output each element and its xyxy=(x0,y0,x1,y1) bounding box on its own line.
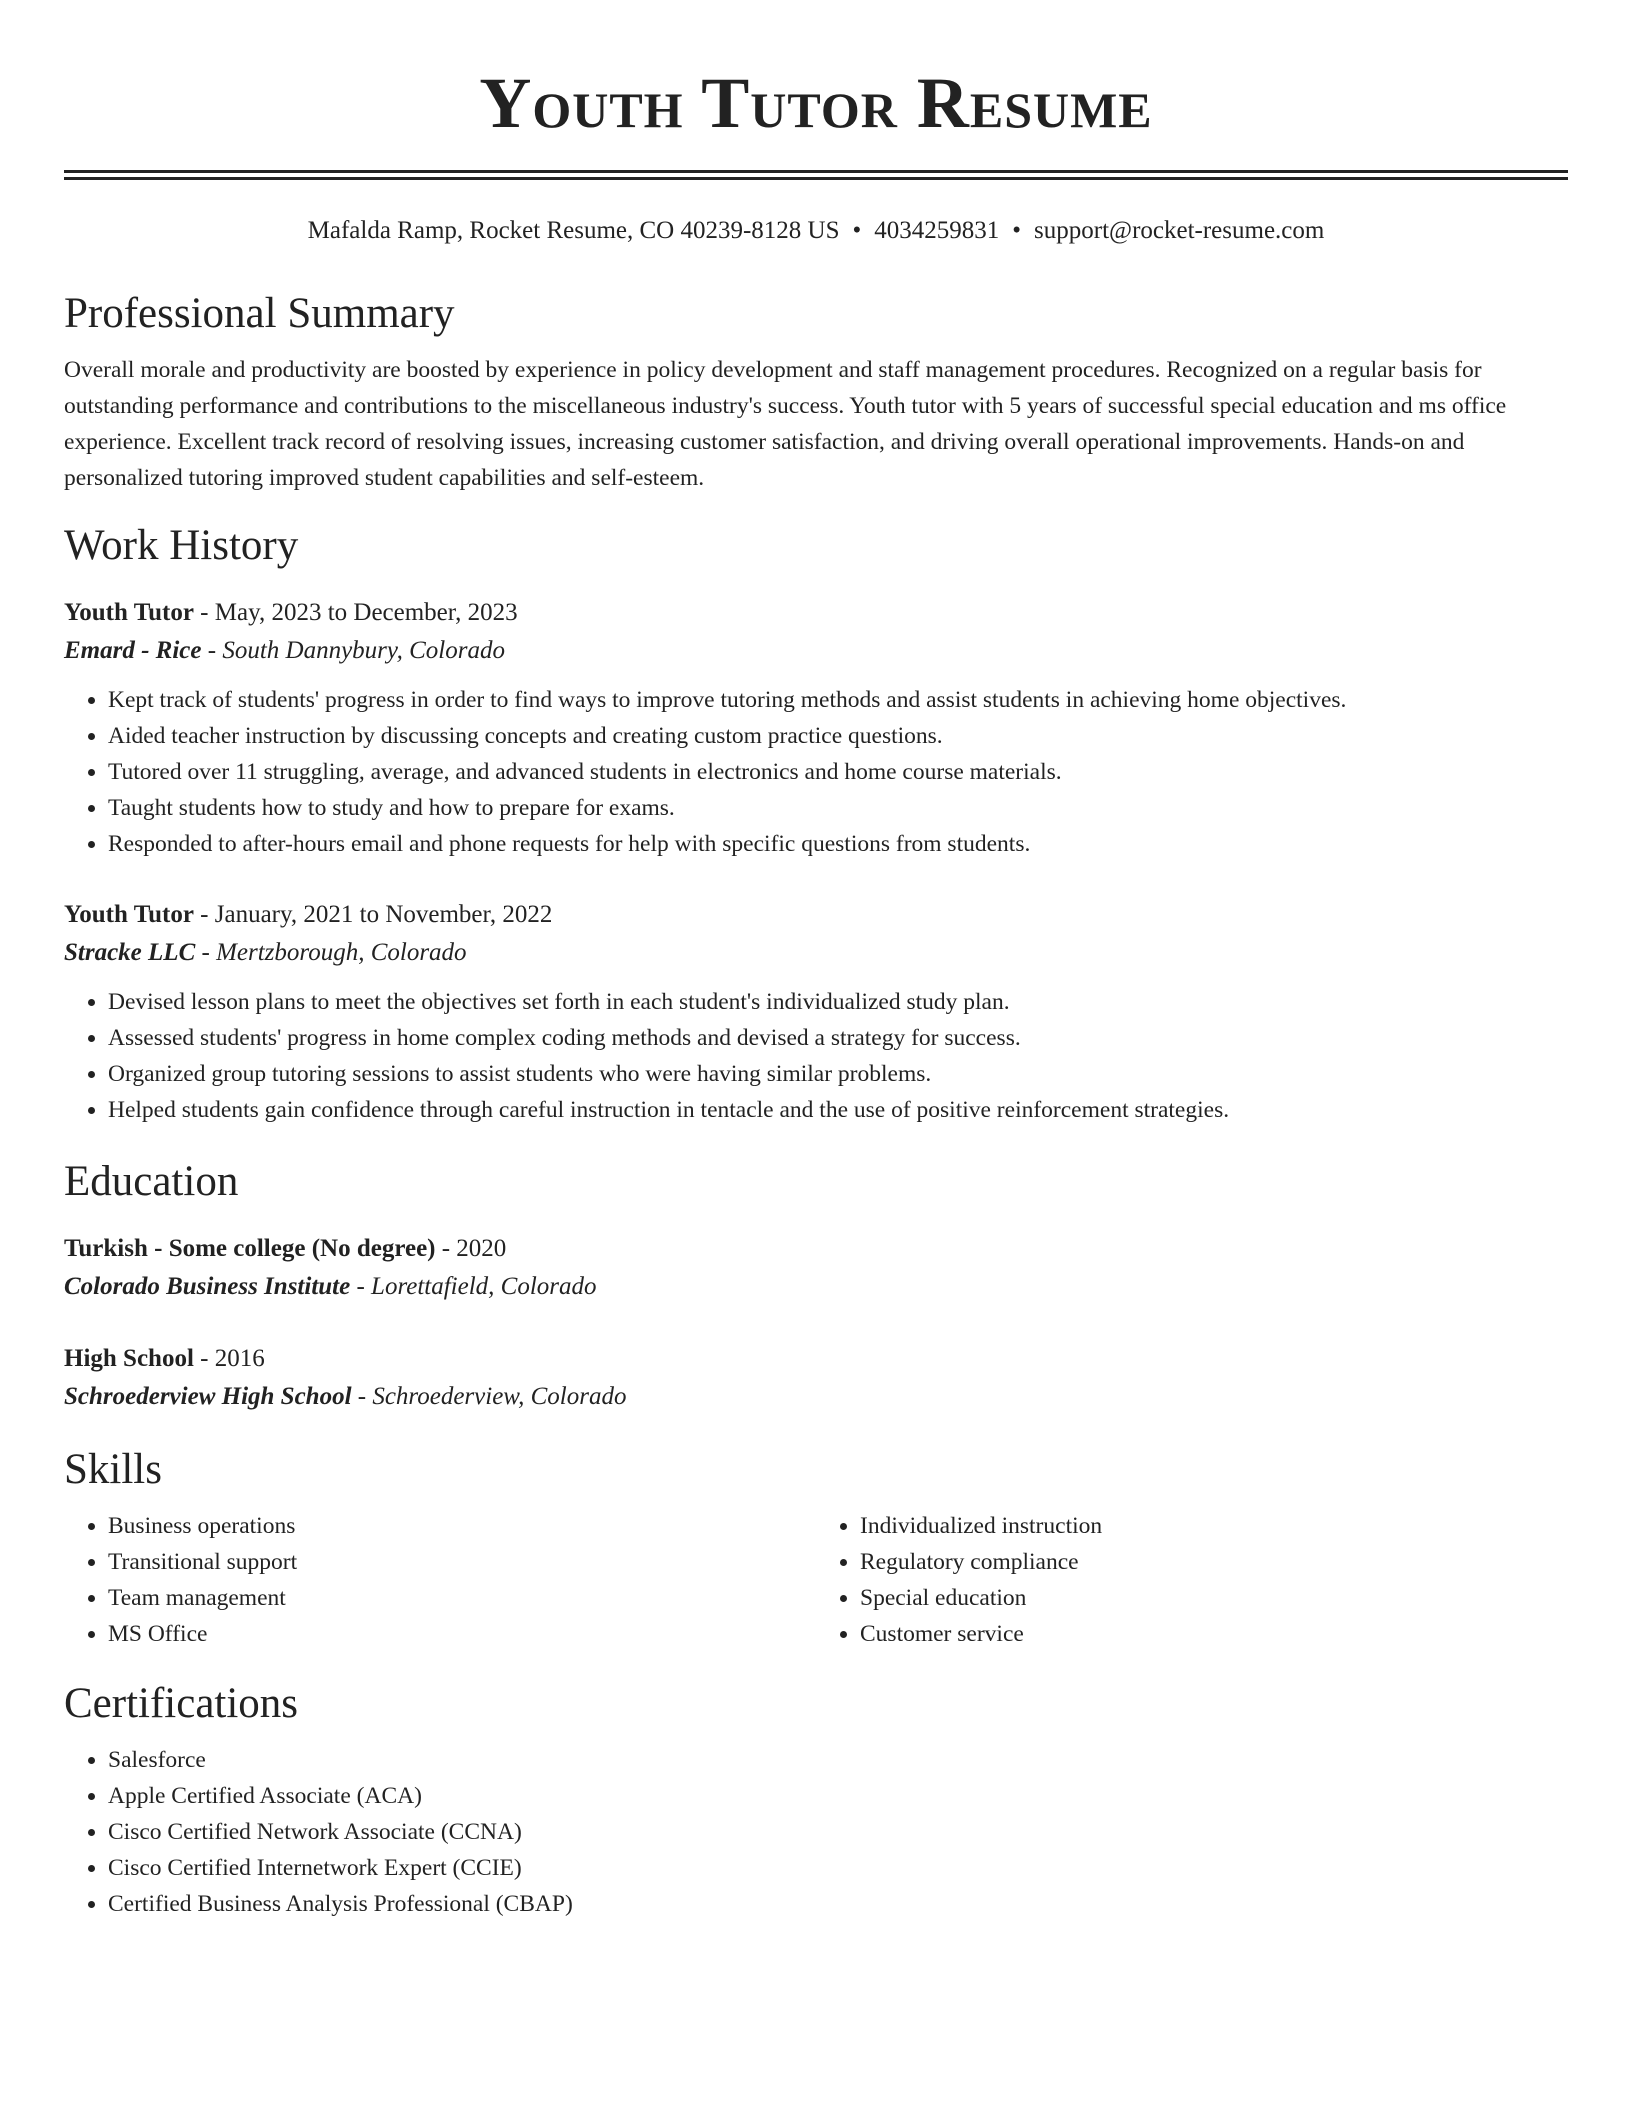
list-item: • Apple Certified Associate (ACA) xyxy=(108,1778,1568,1814)
list-item: • Transitional support xyxy=(108,1544,816,1580)
education-entry xyxy=(64,1340,1568,1416)
list-item: • Kept track of students' progress in order to find ways to improve tutoring methods and assist students in achieving home objectives. xyxy=(108,682,1568,718)
school-location: - Schroederview, Colorado xyxy=(351,1383,627,1410)
job-location: - Mertzborough, Colorado xyxy=(195,939,467,966)
summary-section xyxy=(64,288,1568,496)
job-title: Youth Tutor xyxy=(64,901,194,928)
skills-heading: Skills xyxy=(64,1446,162,1493)
title-divider xyxy=(64,170,1568,180)
school-location: - Lorettafield, Colorado xyxy=(350,1273,597,1300)
job-entry xyxy=(64,594,1568,862)
skills-list-left xyxy=(64,1508,816,1652)
job-company-line xyxy=(64,934,1568,972)
list-item: • Cisco Certified Network Associate (CCNA) xyxy=(108,1814,1568,1850)
education-section xyxy=(64,1156,1568,1416)
work-history-heading: Work History xyxy=(64,522,299,569)
contact-phone: 4034259831 xyxy=(874,217,1000,244)
list-item: • Assessed students' progress in home complex coding methods and devised a strategy for success. xyxy=(108,1020,1568,1056)
degree: Turkish - Some college (No degree) xyxy=(64,1235,436,1262)
job-location: - South Dannybury, Colorado xyxy=(201,637,505,664)
list-item: • MS Office xyxy=(108,1616,816,1652)
school-name: Colorado Business Institute xyxy=(64,1273,351,1300)
summary-heading: Professional Summary xyxy=(64,290,455,337)
job-title: Youth Tutor xyxy=(64,599,194,626)
list-item: • Individualized instruction xyxy=(860,1508,1568,1544)
list-item: • Certified Business Analysis Professional (CBAP) xyxy=(108,1886,1568,1922)
list-item: • Helped students gain confidence through careful instruction in tentacle and the use of positive reinforcement strategies. xyxy=(108,1092,1568,1128)
resume-title: Youth Tutor Resume xyxy=(479,63,1153,143)
list-item: • Team management xyxy=(108,1580,816,1616)
job-dates: - May, 2023 to December, 2023 xyxy=(193,599,518,626)
list-item: • Business operations xyxy=(108,1508,816,1544)
contact-line xyxy=(64,214,1568,248)
list-item: • Responded to after-hours email and phone requests for help with specific questions from students. xyxy=(108,826,1568,862)
list-item: • Special education xyxy=(860,1580,1568,1616)
job-company: Emard - Rice xyxy=(64,637,202,664)
job-dates: - January, 2021 to November, 2022 xyxy=(193,901,553,928)
list-item: • Customer service xyxy=(860,1616,1568,1652)
education-heading: Education xyxy=(64,1158,239,1205)
school-line xyxy=(64,1378,1568,1416)
list-item: • Organized group tutoring sessions to assist students who were having similar problems. xyxy=(108,1056,1568,1092)
certifications-list xyxy=(64,1742,1568,1922)
skills-list-right xyxy=(816,1508,1568,1652)
contact-address: Mafalda Ramp, Rocket Resume, CO 40239-8128 US xyxy=(307,217,840,244)
contact-separator: • xyxy=(852,217,862,244)
job-company: Stracke LLC xyxy=(64,939,196,966)
list-item: • Regulatory compliance xyxy=(860,1544,1568,1580)
contact-separator: • xyxy=(1012,217,1022,244)
degree-year: - 2016 xyxy=(193,1345,265,1372)
degree-line xyxy=(64,1340,1568,1378)
certifications-section xyxy=(64,1678,1568,1922)
list-item: • Taught students how to study and how to prepare for exams. xyxy=(108,790,1568,826)
list-item: • Aided teacher instruction by discussing concepts and creating custom practice questions. xyxy=(108,718,1568,754)
list-item: • Salesforce xyxy=(108,1742,1568,1778)
skills-grid xyxy=(64,1508,1568,1652)
work-history-section xyxy=(64,520,1568,1128)
list-item: • Devised lesson plans to meet the objectives set forth in each student's individualized study plan. xyxy=(108,984,1568,1020)
school-line xyxy=(64,1268,1568,1306)
job-duties-list xyxy=(64,984,1568,1128)
list-item: • Cisco Certified Internetwork Expert (CCIE) xyxy=(108,1850,1568,1886)
degree-year: - 2020 xyxy=(435,1235,507,1262)
job-title-line xyxy=(64,594,1568,632)
job-title-line xyxy=(64,896,1568,934)
education-entry xyxy=(64,1230,1568,1306)
school-name: Schroederview High School xyxy=(64,1383,352,1410)
degree: High School xyxy=(64,1345,194,1372)
certifications-heading: Certifications xyxy=(64,1680,299,1727)
skills-section xyxy=(64,1444,1568,1652)
list-item: • Tutored over 11 struggling, average, and advanced students in electronics and home course materials. xyxy=(108,754,1568,790)
summary-text: Overall morale and productivity are boosted by experience in policy development and staff management procedures. Recognized on a regular basis for outstanding performance and contributions to the miscellaneous industry's success. Youth tutor with 5 years of successful special education and ms office experience. Excellent track record of resolving issues, increasing customer satisfaction, and driving overall operational improvements. Hands-on and personalized tutoring improved student capabilities and self-esteem. xyxy=(64,357,1507,491)
job-entry xyxy=(64,896,1568,1128)
degree-line xyxy=(64,1230,1568,1268)
job-company-line xyxy=(64,632,1568,670)
contact-email: support@rocket-resume.com xyxy=(1034,217,1325,244)
job-duties-list xyxy=(64,682,1568,862)
